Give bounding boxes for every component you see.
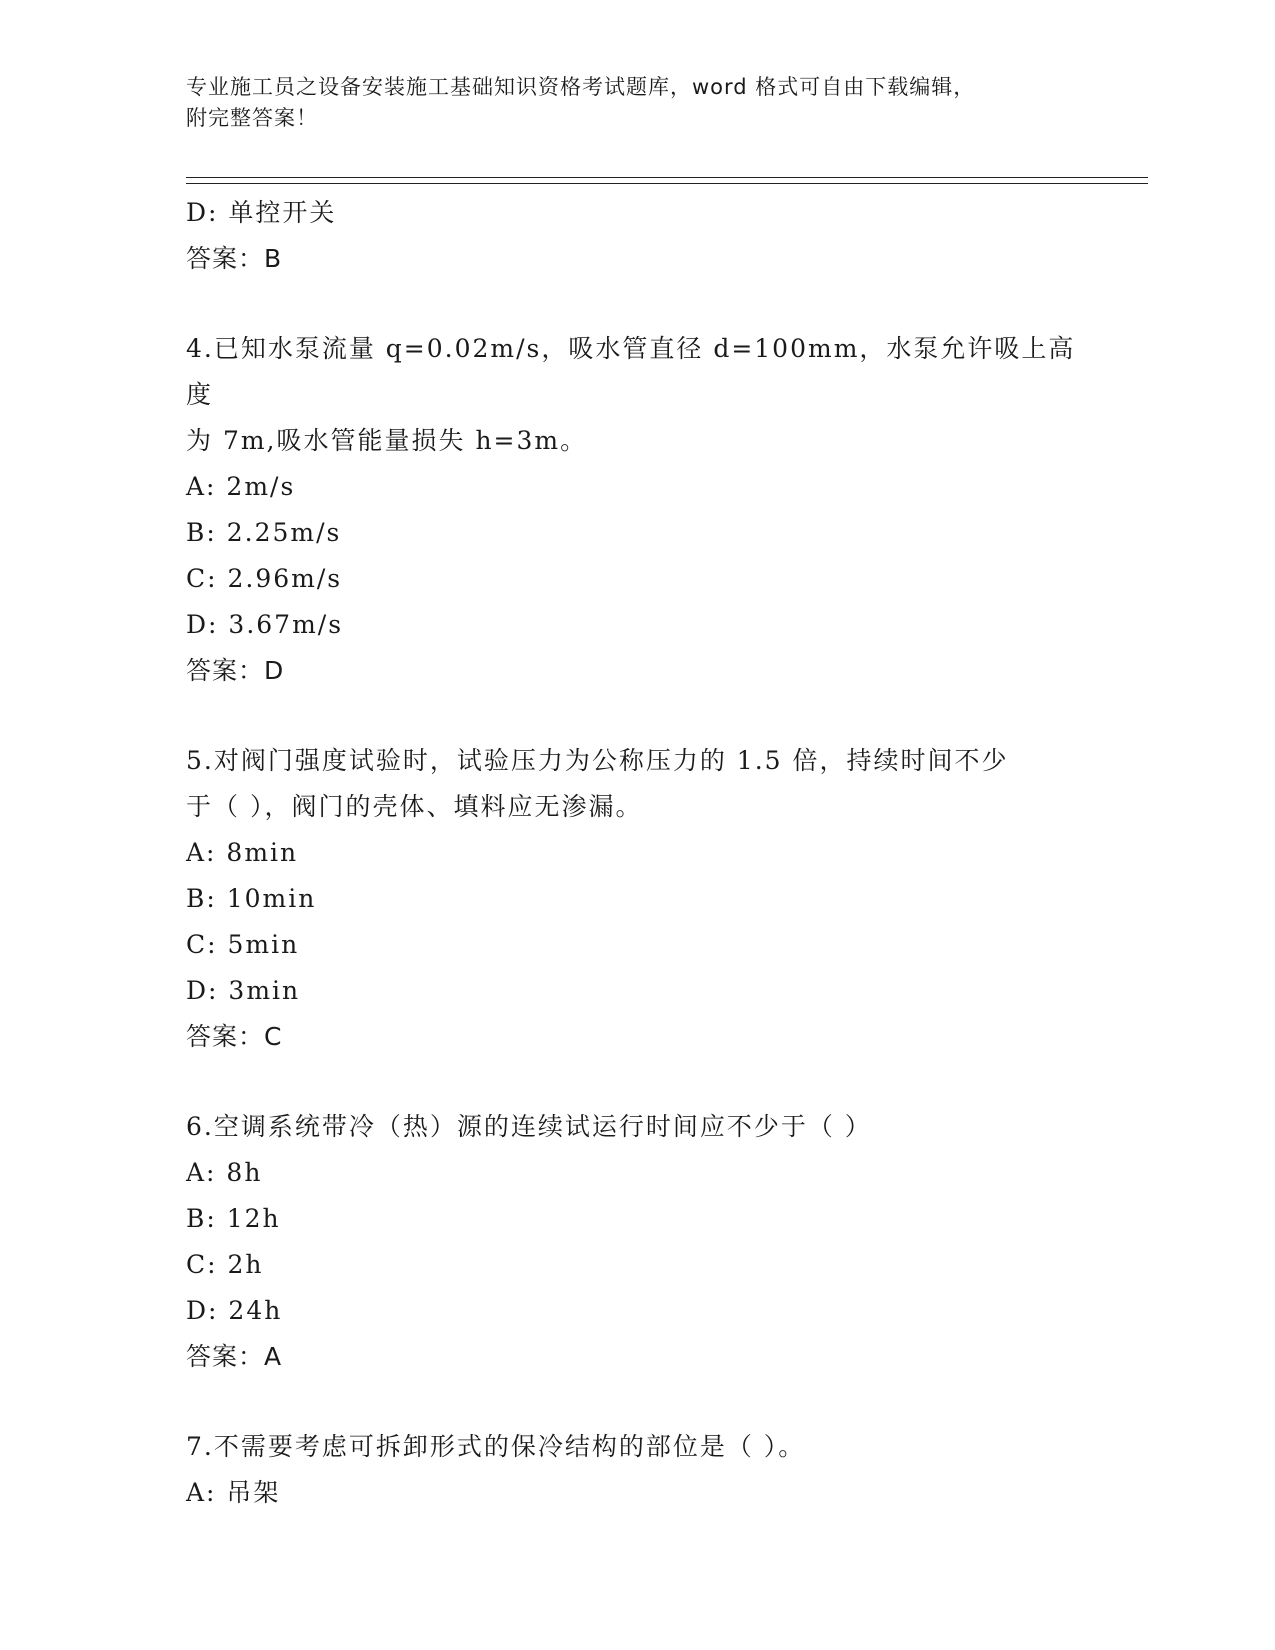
- document-header: [186, 72, 1086, 134]
- option-c: C: 2.96m/s: [186, 564, 343, 593]
- header-title-line1: 专业施工员之设备安装施工基础知识资格考试题库，word 格式可自由下载编辑，: [186, 75, 976, 99]
- header-divider-top: [186, 177, 1148, 178]
- option-b: B: 2.25m/s: [186, 518, 342, 547]
- option-c: C: 5min: [186, 930, 300, 959]
- option-a: A: 吊架: [186, 1478, 281, 1507]
- header-divider-bottom: [186, 183, 1148, 184]
- option-d: D: 3.67m/s: [186, 610, 344, 639]
- answer-label: 答案：D: [186, 656, 285, 685]
- answer-label: 答案：B: [186, 244, 283, 273]
- question-text-line2: 于（ ），阀门的壳体、填料应无渗漏。: [186, 792, 643, 821]
- question-text: [186, 1104, 1086, 1150]
- question-3-tail: [186, 190, 1086, 282]
- question-list: [186, 190, 1086, 1516]
- option-d: D: 单控开关: [186, 198, 337, 227]
- option-a: A: 2m/s: [186, 472, 296, 501]
- option-c: C: 2h: [186, 1250, 264, 1279]
- answer-label: 答案：C: [186, 1022, 283, 1051]
- question-text-line2: 为 7m,吸水管能量损失 h=3m。: [186, 426, 588, 455]
- option-a: A: 8min: [186, 838, 299, 867]
- question-4: [186, 326, 1086, 694]
- header-title-line2: 附完整答案！: [186, 106, 318, 130]
- question-text-line1: 7.不需要考虑可拆卸形式的保冷结构的部位是（ ）。: [186, 1432, 806, 1461]
- question-text: [186, 326, 1086, 464]
- question-text: [186, 1424, 1086, 1470]
- question-text-line1: 5.对阀门强度试验时，试验压力为公称压力的 1.5 倍，持续时间不少: [186, 746, 1009, 775]
- question-6: [186, 1104, 1086, 1380]
- question-5: [186, 738, 1086, 1060]
- question-7: [186, 1424, 1086, 1516]
- option-a: A: 8h: [186, 1158, 263, 1187]
- option-b: B: 10min: [186, 884, 317, 913]
- option-d: D: 3min: [186, 976, 301, 1005]
- option-b: B: 12h: [186, 1204, 281, 1233]
- option-d: D: 24h: [186, 1296, 283, 1325]
- question-text-line1: 4.已知水泵流量 q=0.02m/s，吸水管直径 d=100mm，水泵允许吸上高度: [186, 334, 1076, 409]
- question-text-line1: 6.空调系统带冷（热）源的连续试运行时间应不少于（ ）: [186, 1112, 872, 1141]
- question-text: [186, 738, 1086, 830]
- answer-label: 答案：A: [186, 1342, 283, 1371]
